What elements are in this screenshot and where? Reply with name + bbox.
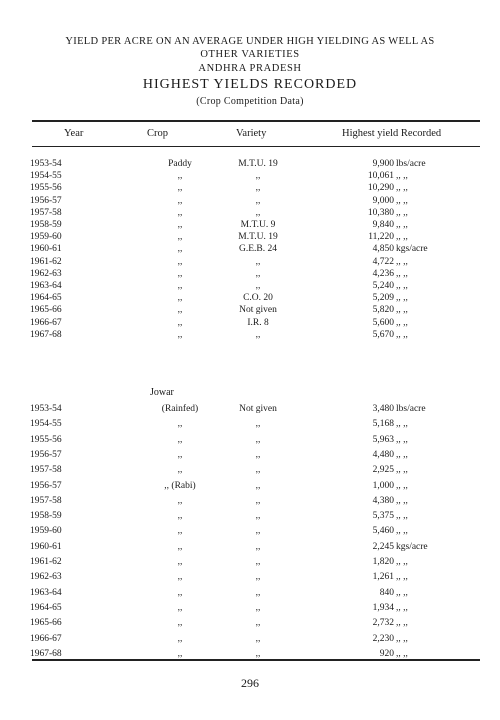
year-cell: 1956-57 bbox=[30, 480, 62, 491]
crop-cell: ,, bbox=[177, 465, 183, 476]
year-cell: 1957-58 bbox=[30, 465, 62, 476]
yield-value: 5,240 bbox=[372, 281, 394, 291]
variety-cell: G.E.B. 24 bbox=[239, 244, 277, 255]
page-subtitle: (Crop Competition Data) bbox=[196, 96, 304, 107]
yield-unit: kgs/acre bbox=[396, 244, 428, 255]
yield-cell bbox=[358, 603, 408, 614]
yield-cell bbox=[358, 257, 408, 268]
year-cell: 1965-66 bbox=[30, 305, 62, 316]
yield-cell bbox=[358, 572, 408, 583]
crop-cell: ,, bbox=[177, 171, 183, 182]
yield-cell bbox=[358, 183, 408, 194]
crop-cell: ,, bbox=[177, 232, 183, 243]
yield-unit: lbs/acre bbox=[396, 159, 426, 169]
yield-cell bbox=[358, 450, 408, 461]
crop-cell: (Rainfed) bbox=[161, 404, 199, 414]
year-cell: 1967-68 bbox=[30, 329, 62, 340]
yield-value: 2,245 bbox=[372, 541, 394, 552]
yield-cell bbox=[358, 542, 428, 553]
yield-unit: ,, ,, bbox=[396, 495, 408, 506]
yield-cell bbox=[358, 526, 408, 537]
page-title: HIGHEST YIELDS RECORDED bbox=[142, 77, 358, 92]
yield-value: 4,722 bbox=[372, 256, 394, 267]
yield-value: 5,168 bbox=[372, 419, 394, 430]
crop-cell: ,, bbox=[177, 526, 183, 537]
year-cell: 1964-65 bbox=[30, 602, 62, 613]
crop-cell: ,, (Rabi) bbox=[164, 480, 196, 491]
year-cell: 1956-57 bbox=[30, 195, 62, 206]
header-line-3: ANDHRA PRADESH bbox=[198, 63, 302, 74]
year-cell: 1956-57 bbox=[30, 449, 62, 460]
yield-cell bbox=[358, 305, 408, 316]
variety-cell: ,, bbox=[255, 480, 261, 491]
crop-cell: ,, bbox=[177, 256, 183, 267]
yield-value: 5,963 bbox=[372, 434, 394, 445]
year-cell: 1962-63 bbox=[30, 572, 62, 583]
crop-cell: ,, bbox=[177, 495, 183, 506]
crop-cell: ,, bbox=[177, 244, 183, 255]
crop-cell: ,, bbox=[177, 183, 183, 194]
yield-unit: ,, ,, bbox=[396, 511, 408, 522]
year-cell: 1953-54 bbox=[30, 159, 62, 169]
variety-cell: ,, bbox=[255, 434, 261, 445]
yield-unit: ,, ,, bbox=[396, 183, 408, 194]
year-cell: 1954-55 bbox=[30, 419, 62, 430]
yield-unit: ,, ,, bbox=[396, 207, 408, 218]
yield-value: 5,600 bbox=[372, 317, 394, 328]
yield-value: 4,236 bbox=[372, 268, 394, 279]
yield-unit: ,, ,, bbox=[396, 480, 408, 491]
crop-cell: ,, bbox=[177, 618, 183, 629]
variety-cell: ,, bbox=[255, 268, 261, 279]
yield-cell bbox=[358, 196, 408, 207]
yield-value: 10,061 bbox=[367, 171, 394, 182]
year-cell: 1958-59 bbox=[30, 511, 62, 522]
yield-unit: ,, ,, bbox=[396, 434, 408, 445]
crop-cell: ,, bbox=[177, 434, 183, 445]
crop-cell: Paddy bbox=[168, 159, 192, 169]
variety-cell: ,, bbox=[255, 618, 261, 629]
yield-cell bbox=[358, 557, 408, 568]
variety-cell: C.O. 20 bbox=[243, 293, 273, 304]
crop-cell: ,, bbox=[177, 305, 183, 316]
page-number: 296 bbox=[241, 676, 259, 690]
year-cell: 1964-65 bbox=[30, 293, 62, 304]
variety-cell: ,, bbox=[255, 511, 261, 522]
yield-cell bbox=[358, 419, 408, 430]
yield-cell bbox=[358, 496, 408, 507]
yield-value: 1,000 bbox=[372, 480, 394, 491]
yield-unit: ,, ,, bbox=[396, 232, 408, 243]
yield-cell bbox=[358, 318, 408, 329]
crop-cell: ,, bbox=[177, 293, 183, 304]
variety-cell: M.T.U. 19 bbox=[238, 232, 278, 243]
variety-cell: Not given bbox=[239, 404, 277, 414]
yield-cell bbox=[358, 511, 408, 522]
yield-value: 4,480 bbox=[372, 449, 394, 460]
yield-unit: ,, ,, bbox=[396, 572, 408, 583]
year-cell: 1955-56 bbox=[30, 434, 62, 445]
yield-unit: ,, ,, bbox=[396, 317, 408, 328]
year-cell: 1963-64 bbox=[30, 281, 62, 291]
variety-cell: M.T.U. 19 bbox=[238, 159, 278, 169]
yield-unit: ,, ,, bbox=[396, 256, 408, 267]
yield-value: 2,925 bbox=[372, 465, 394, 476]
crop-cell: ,, bbox=[177, 195, 183, 206]
yield-cell bbox=[358, 220, 408, 231]
variety-cell: ,, bbox=[255, 256, 261, 267]
yield-unit: ,, ,, bbox=[396, 171, 408, 182]
variety-cell: ,, bbox=[255, 648, 261, 659]
year-cell: 1961-62 bbox=[30, 557, 62, 567]
crop-cell: ,, bbox=[177, 572, 183, 583]
yield-value: 3,480 bbox=[372, 404, 394, 414]
yield-cell bbox=[358, 208, 408, 219]
yield-value: 9,900 bbox=[372, 159, 394, 169]
yield-value: 920 bbox=[379, 648, 394, 659]
header-line-2: OTHER VARIETIES bbox=[200, 49, 300, 60]
crop-cell: ,, bbox=[177, 449, 183, 460]
variety-cell: M.T.U. 9 bbox=[240, 220, 276, 230]
yield-unit: ,, ,, bbox=[396, 305, 408, 316]
variety-cell: ,, bbox=[255, 557, 261, 567]
year-cell: 1959-60 bbox=[30, 526, 62, 537]
yield-value: 1,934 bbox=[372, 602, 394, 613]
crop-cell: ,, bbox=[177, 317, 183, 328]
yield-unit: ,, ,, bbox=[396, 329, 408, 340]
crop-cell: ,, bbox=[177, 329, 183, 340]
yield-value: 9,000 bbox=[372, 195, 394, 206]
yield-unit: lbs/acre bbox=[396, 404, 426, 414]
variety-cell: ,, bbox=[255, 419, 261, 430]
year-cell: 1959-60 bbox=[30, 232, 62, 243]
yield-unit: ,, ,, bbox=[396, 220, 408, 230]
yield-value: 1,261 bbox=[372, 572, 394, 583]
column-header-year: Year bbox=[64, 128, 84, 139]
yield-cell bbox=[358, 281, 408, 292]
yield-value: 2,230 bbox=[372, 633, 394, 644]
yield-cell bbox=[358, 244, 428, 255]
yield-unit: ,, ,, bbox=[396, 281, 408, 291]
yield-unit: ,, ,, bbox=[396, 449, 408, 460]
yield-value: 5,670 bbox=[372, 329, 394, 340]
yield-value: 840 bbox=[379, 587, 394, 598]
yield-cell bbox=[358, 159, 426, 170]
yield-cell bbox=[358, 634, 408, 645]
yield-unit: ,, ,, bbox=[396, 293, 408, 304]
yield-value: 5,820 bbox=[372, 305, 394, 316]
variety-cell: ,, bbox=[255, 171, 261, 182]
yield-value: 4,380 bbox=[372, 495, 394, 506]
variety-cell: Not given bbox=[239, 305, 277, 316]
variety-cell: ,, bbox=[255, 183, 261, 194]
yield-unit: ,, ,, bbox=[396, 419, 408, 430]
crop-cell: ,, bbox=[177, 541, 183, 552]
yield-unit: ,, ,, bbox=[396, 648, 408, 659]
crop-cell: ,, bbox=[177, 511, 183, 522]
yield-unit: ,, ,, bbox=[396, 268, 408, 279]
column-header-crop: Crop bbox=[147, 128, 168, 139]
yield-value: 5,375 bbox=[372, 511, 394, 522]
yield-unit: kgs/acre bbox=[396, 541, 428, 552]
crop-cell: ,, bbox=[177, 281, 183, 291]
crop-cell: ,, bbox=[177, 268, 183, 279]
header-bottom-rule bbox=[32, 146, 480, 147]
yield-value: 5,460 bbox=[372, 526, 394, 537]
yield-cell bbox=[358, 435, 408, 446]
variety-cell: ,, bbox=[255, 465, 261, 476]
yield-cell bbox=[358, 588, 408, 599]
yield-unit: ,, ,, bbox=[396, 618, 408, 629]
variety-cell: ,, bbox=[255, 207, 261, 218]
year-cell: 1965-66 bbox=[30, 618, 62, 629]
table-bottom-rule bbox=[32, 659, 480, 661]
yield-cell bbox=[358, 404, 426, 415]
yield-value: 10,380 bbox=[367, 207, 394, 218]
yield-value: 2,732 bbox=[372, 618, 394, 629]
year-cell: 1967-68 bbox=[30, 648, 62, 659]
crop-cell: ,, bbox=[177, 633, 183, 644]
yield-unit: ,, ,, bbox=[396, 195, 408, 206]
variety-cell: ,, bbox=[255, 495, 261, 506]
variety-cell: ,, bbox=[255, 449, 261, 460]
variety-cell: ,, bbox=[255, 602, 261, 613]
year-cell: 1966-67 bbox=[30, 317, 62, 328]
year-cell: 1961-62 bbox=[30, 256, 62, 267]
yield-value: 5,209 bbox=[372, 293, 394, 304]
variety-cell: ,, bbox=[255, 572, 261, 583]
yield-cell bbox=[358, 269, 408, 280]
year-cell: 1960-61 bbox=[30, 244, 62, 255]
variety-cell: ,, bbox=[255, 526, 261, 537]
crop-cell: ,, bbox=[177, 207, 183, 218]
yield-value: 9,840 bbox=[372, 220, 394, 230]
table-top-rule bbox=[32, 120, 480, 122]
crop-cell: ,, bbox=[177, 220, 183, 230]
yield-cell bbox=[358, 618, 408, 629]
year-cell: 1955-56 bbox=[30, 183, 62, 194]
year-cell: 1963-64 bbox=[30, 587, 62, 598]
yield-cell bbox=[358, 171, 408, 182]
column-header-variety: Variety bbox=[236, 128, 267, 139]
yield-cell bbox=[358, 330, 408, 341]
year-cell: 1954-55 bbox=[30, 171, 62, 182]
yield-cell bbox=[358, 481, 408, 492]
variety-cell: ,, bbox=[255, 541, 261, 552]
variety-cell: ,, bbox=[255, 281, 261, 291]
yield-value: 4,850 bbox=[372, 244, 394, 255]
year-cell: 1958-59 bbox=[30, 220, 62, 230]
column-header-yield: Highest yield Recorded bbox=[342, 128, 442, 139]
year-cell: 1953-54 bbox=[30, 404, 62, 414]
crop-cell: ,, bbox=[177, 587, 183, 598]
variety-cell: ,, bbox=[255, 329, 261, 340]
variety-cell: ,, bbox=[255, 587, 261, 598]
year-cell: 1957-58 bbox=[30, 207, 62, 218]
yield-value: 10,290 bbox=[367, 183, 394, 194]
crop-cell: ,, bbox=[177, 648, 183, 659]
yield-cell bbox=[358, 232, 408, 243]
yield-unit: ,, ,, bbox=[396, 557, 408, 567]
crop-cell: ,, bbox=[177, 419, 183, 430]
yield-unit: ,, ,, bbox=[396, 526, 408, 537]
header-line-1: YIELD PER ACRE ON AN AVERAGE UNDER HIGH YIELDING AS WELL AS bbox=[65, 36, 435, 47]
yield-value: 1,820 bbox=[372, 557, 394, 567]
yield-cell bbox=[358, 293, 408, 304]
yield-unit: ,, ,, bbox=[396, 465, 408, 476]
variety-cell: ,, bbox=[255, 195, 261, 206]
year-cell: 1962-63 bbox=[30, 268, 62, 279]
yield-unit: ,, ,, bbox=[396, 633, 408, 644]
yield-unit: ,, ,, bbox=[396, 587, 408, 598]
variety-cell: I.R. 8 bbox=[247, 317, 269, 328]
crop-cell: ,, bbox=[177, 557, 183, 567]
yield-unit: ,, ,, bbox=[396, 602, 408, 613]
yield-value: 11,220 bbox=[368, 232, 394, 243]
year-cell: 1957-58 bbox=[30, 495, 62, 506]
year-cell: 1960-61 bbox=[30, 541, 62, 552]
year-cell: 1966-67 bbox=[30, 633, 62, 644]
yield-cell bbox=[358, 465, 408, 476]
crop-label-jowar: Jowar bbox=[150, 387, 174, 398]
variety-cell: ,, bbox=[255, 633, 261, 644]
crop-cell: ,, bbox=[177, 602, 183, 613]
